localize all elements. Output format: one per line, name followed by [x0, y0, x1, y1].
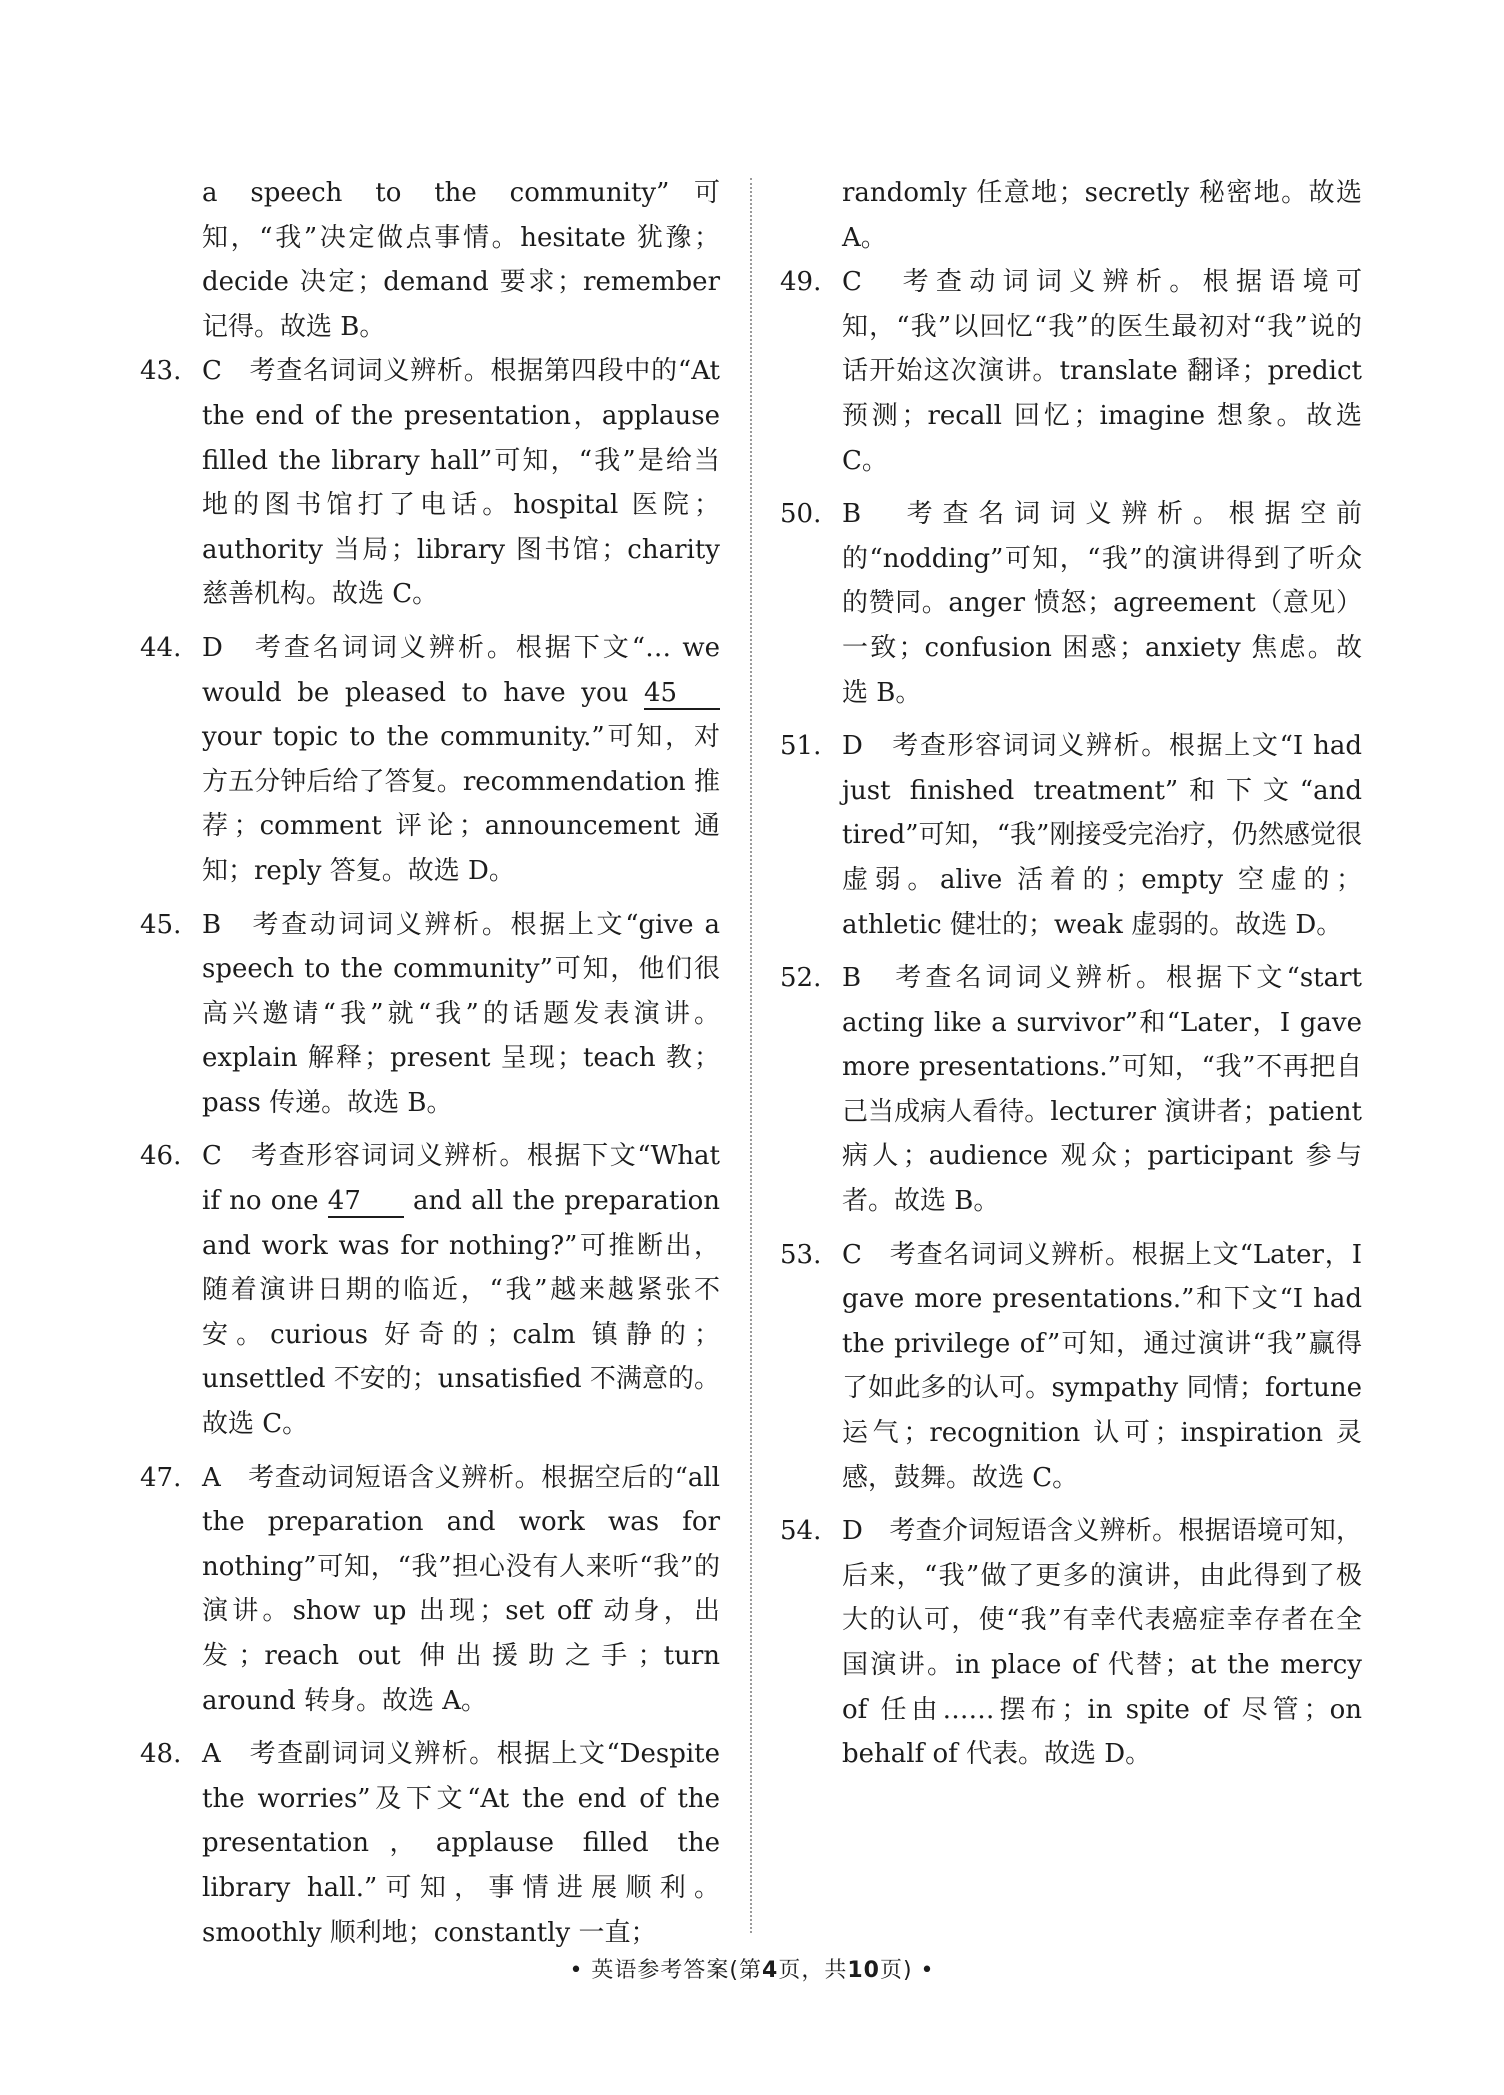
- answer-item-continued: [140, 171, 720, 349]
- answer-text: A 考查副词词义辨析。根据上文“Despite the worries”及下文“At the end of the presentation，applause filled the library hall.”可知，事情进展顺利。smoothly 顺利地；constantly 一直；: [202, 1739, 720, 1948]
- item-number: 48.: [140, 1739, 182, 1770]
- blank-number: 47: [328, 1186, 404, 1218]
- answer-text: D 考查形容词词义辨析。根据上文“I had just finished treatment”和下文“and tired”可知，“我”刚接受完治疗，仍然感觉很虚弱。alive 活着的；empty 空虚的；athletic 健壮的；weak 虚弱的。故选 D。: [842, 731, 1362, 940]
- answer-text: A 考查动词短语含义辨析。根据空后的“all the preparation and work was for nothing”可知，“我”担心没有人来听“我”的演讲。show up 出现；set off 动身，出发；reach out 伸出援助之手；turn around 转身。故选 A。: [202, 1462, 720, 1716]
- item-number: 43.: [140, 356, 182, 387]
- answer-item-50: [780, 492, 1362, 715]
- answer-text: C 考查名词词义辨析。根据上文“Later，I gave more presentations.”和下文“I had the privilege of”可知，通过演讲“我”赢得了如此多的认可。sympathy 同情；fortune 运气；recognition 认可；inspiration 灵感，鼓舞。故选 C。: [842, 1239, 1362, 1493]
- item-number: 54.: [780, 1516, 822, 1547]
- left-column: [140, 171, 720, 1955]
- current-page-number: 4: [762, 1958, 779, 1983]
- answer-text: randomly 任意地；secretly 秘密地。故选 A。: [842, 178, 1362, 253]
- answer-item-53: [780, 1233, 1362, 1501]
- item-number: 44.: [140, 632, 182, 663]
- answer-item-54: [780, 1509, 1362, 1777]
- answer-text: C 考查名词词义辨析。根据第四段中的“At the end of the presentation，applause filled the library hall”可知，“我”是给当地的图书馆打了电话。hospital 医院；authority 当局；library 图书馆；charity 慈善机构。故选 C。: [202, 356, 720, 610]
- item-number: 47.: [140, 1462, 182, 1493]
- answer-item-46: [140, 1134, 720, 1446]
- answer-item-47: [140, 1456, 720, 1724]
- footer-suffix: 页) •: [879, 1958, 935, 1983]
- answer-text-before-blank: C 考查形容词词义辨析。根据下文“What if no one: [202, 1141, 720, 1217]
- answer-item-44: [140, 626, 720, 894]
- answer-text: B 考查动词词义辨析。根据上文“give a speech to the community”可知，他们很高兴邀请“我”就“我”的话题发表演讲。explain 解释；present 呈现；teach 教；pass 传递。故选 B。: [202, 909, 720, 1118]
- answer-item-48: [140, 1732, 720, 1955]
- item-number: 45.: [140, 909, 182, 940]
- item-number: 52.: [780, 963, 822, 994]
- answer-item-45: [140, 903, 720, 1126]
- answer-item-continued: [780, 171, 1362, 260]
- answer-text-after-blank: your topic to the community.”可知，对方五分钟后给了答复。recommendation 推荐；comment 评论；announcement 通知；reply 答复。故选 D。: [202, 722, 720, 886]
- item-number: 50.: [780, 499, 822, 530]
- footer-middle: 页，共: [778, 1958, 848, 1983]
- right-column: [780, 171, 1362, 1777]
- answer-text-after-blank: and all the preparation and work was for nothing?”可推断出，随着演讲日期的临近，“我”越来越紧张不安。curious 好奇的；calm 镇静的；unsettled 不安的；unsatisfied 不满意的。故选 C。: [202, 1186, 720, 1440]
- item-number: 53.: [780, 1239, 822, 1270]
- answer-text: B 考查名词词义辨析。根据空前的“nodding”可知，“我”的演讲得到了听众的赞同。anger 愤怒；agreement（意见）一致；confusion 困惑；anxiety 焦虑。故选 B。: [842, 499, 1362, 708]
- blank-number: 45: [644, 678, 720, 710]
- column-divider: [750, 178, 752, 1933]
- item-number: 49.: [780, 267, 822, 298]
- answer-text: D 考查介词短语含义辨析。根据语境可知，后来，“我”做了更多的演讲，由此得到了极大的认可，使“我”有幸代表癌症幸存者在全国演讲。in place of 代替；at the mercy of 任由……摆布；in spite of 尽管；on behalf of 代表。故选 D。: [842, 1516, 1362, 1770]
- answer-item-51: [780, 724, 1362, 947]
- answer-text: C 考查动词词义辨析。根据语境可知，“我”以回忆“我”的医生最初对“我”说的话开始这次演讲。translate 翻译；predict 预测；recall 回忆；imagine 想象。故选 C。: [842, 267, 1362, 476]
- total-page-count: 10: [847, 1958, 880, 1983]
- answer-text: a speech to the community”可知，“我”决定做点事情。hesitate 犹豫；decide 决定；demand 要求；remember 记得。故选 B。: [202, 178, 720, 342]
- item-number: 51.: [780, 731, 822, 762]
- answer-item-43: [140, 349, 720, 617]
- answer-text: B 考查名词词义辨析。根据下文“start acting like a survivor”和“Later，I gave more presentations.”可知，“我”不再把自己当成病人看待。lecturer 演讲者；patient 病人；audience 观众；participant 参与者。故选 B。: [842, 963, 1362, 1217]
- answer-item-49: [780, 260, 1362, 483]
- page-footer: [0, 1953, 1504, 1984]
- footer-prefix: • 英语参考答案(第: [569, 1958, 763, 1983]
- item-number: 46.: [140, 1141, 182, 1172]
- answer-text-before-blank: D 考查名词词义辨析。根据下文“… we would be pleased to have you: [202, 632, 720, 708]
- answer-item-52: [780, 956, 1362, 1224]
